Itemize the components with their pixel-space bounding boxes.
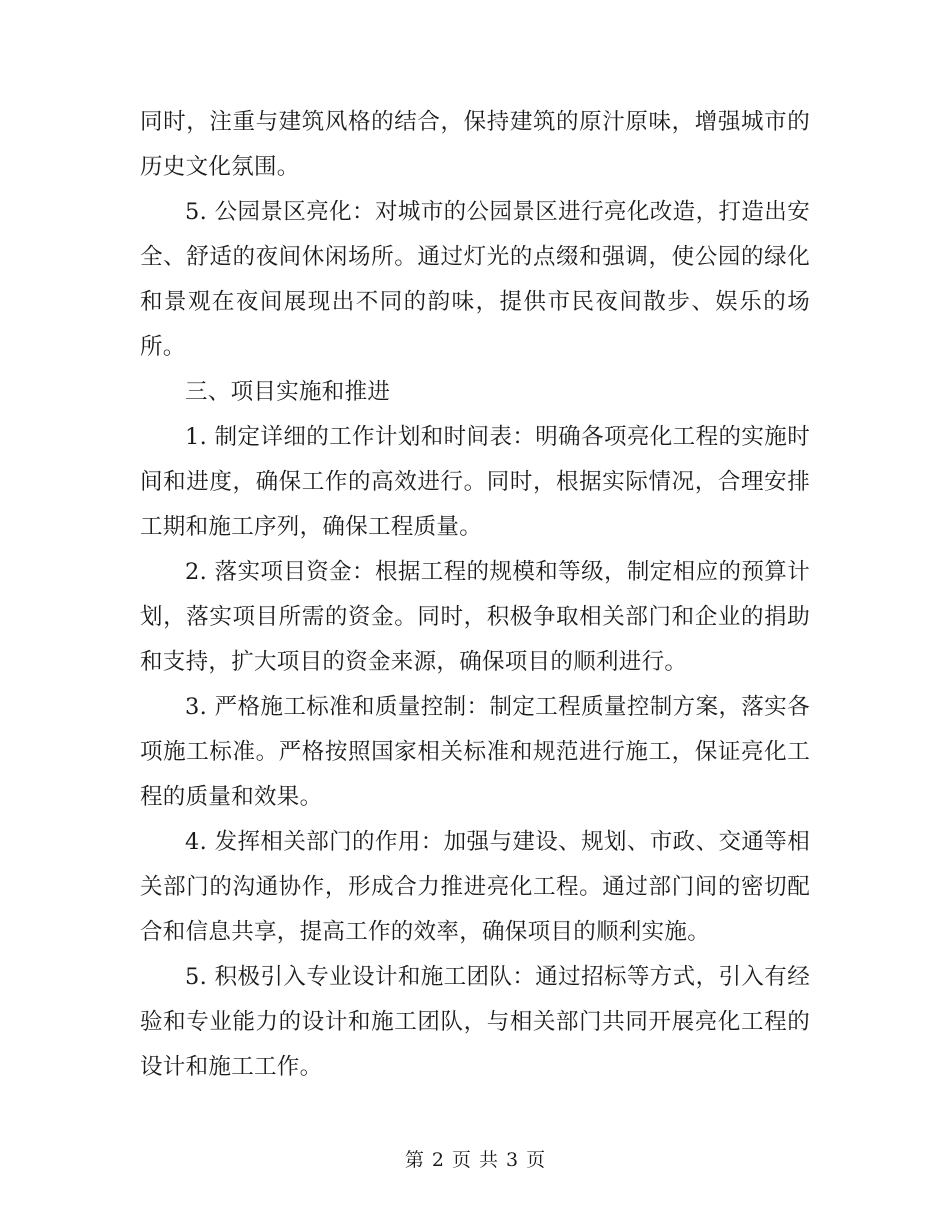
paragraph-project-funds: 2. 落实项目资金：根据工程的规模和等级，制定相应的预算计划，落实项目所需的资金。同时，积极争取相关部门和企业的捐助和支持，扩大项目的资金来源，确保项目的顺利进行。 [140, 559, 810, 675]
footer-total-word: 页 [526, 1149, 546, 1171]
footer-page-word: 页 [451, 1149, 471, 1171]
paragraph-quality-control: 3. 严格施工标准和质量控制：制定工程质量控制方案，落实各项施工标准。严格按照国家相关标准和规范进行施工，保证亮化工程的质量和效果。 [140, 694, 810, 810]
document-body [140, 100, 810, 1090]
paragraph-department-roles: 4. 发挥相关部门的作用：加强与建设、规划、市政、交通等相关部门的沟通协作，形成合力推进亮化工程。通过部门间的密切配合和信息共享，提高工作的效率，确保项目的顺利实施。 [140, 829, 810, 945]
paragraph-continuation: 同时，注重与建筑风格的结合，保持建筑的原汁原味，增强城市的历史文化氛围。 [140, 109, 810, 180]
paragraph-work-plan: 1. 制定详细的工作计划和时间表：明确各项亮化工程的实施时间和进度，确保工作的高效进行。同时，根据实际情况，合理安排工期和施工序列，确保工程质量。 [140, 424, 810, 540]
paragraph-professional-teams: 5. 积极引入专业设计和施工团队：通过招标等方式，引入有经验和专业能力的设计和施工团队，与相关部门共同开展亮化工程的设计和施工工作。 [140, 964, 810, 1080]
footer-total-pages: 3 [506, 1149, 519, 1171]
paragraph-park-lighting: 5. 公园景区亮化：对城市的公园景区进行亮化改造，打造出安全、舒适的夜间休闲场所。通过灯光的点缀和强调，使公园的绿化和景观在夜间展现出不同的韵味，提供市民夜间散步、娱乐的场所。 [140, 199, 810, 360]
footer-total-prefix: 共 [479, 1149, 499, 1171]
footer-current-page: 2 [431, 1149, 444, 1171]
section-heading-implementation: 三、项目实施和推进 [185, 379, 391, 405]
page-footer [0, 1145, 950, 1175]
footer-page-prefix: 第 [404, 1149, 424, 1171]
